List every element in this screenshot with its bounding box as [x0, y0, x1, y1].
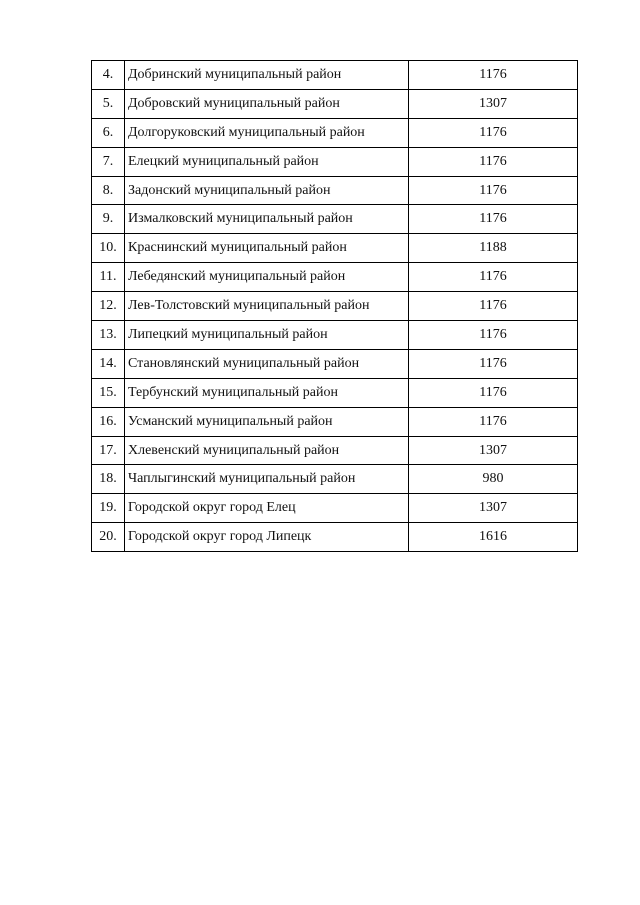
row-number: 15.	[92, 378, 125, 407]
district-value: 1176	[409, 61, 578, 90]
district-value: 1307	[409, 494, 578, 523]
district-value: 1176	[409, 407, 578, 436]
district-name: Городской округ город Елец	[125, 494, 409, 523]
table-row	[92, 61, 578, 90]
district-value: 1188	[409, 234, 578, 263]
table-row	[92, 292, 578, 321]
row-number: 16.	[92, 407, 125, 436]
table-row	[92, 378, 578, 407]
row-number: 7.	[92, 147, 125, 176]
district-name: Усманский муниципальный район	[125, 407, 409, 436]
row-number: 14.	[92, 349, 125, 378]
district-value: 980	[409, 465, 578, 494]
district-name: Добринский муниципальный район	[125, 61, 409, 90]
district-value: 1616	[409, 523, 578, 552]
district-value: 1176	[409, 321, 578, 350]
districts-table-body	[92, 61, 578, 552]
row-number: 17.	[92, 436, 125, 465]
district-name: Елецкий муниципальный район	[125, 147, 409, 176]
district-value: 1176	[409, 118, 578, 147]
districts-table	[91, 60, 578, 552]
table-row	[92, 465, 578, 494]
row-number: 9.	[92, 205, 125, 234]
district-value: 1176	[409, 205, 578, 234]
row-number: 18.	[92, 465, 125, 494]
table-row	[92, 407, 578, 436]
table-row	[92, 494, 578, 523]
row-number: 10.	[92, 234, 125, 263]
district-value: 1307	[409, 436, 578, 465]
district-value: 1176	[409, 378, 578, 407]
district-value: 1176	[409, 147, 578, 176]
district-name: Городской округ город Липецк	[125, 523, 409, 552]
district-value: 1176	[409, 176, 578, 205]
row-number: 6.	[92, 118, 125, 147]
district-name: Липецкий муниципальный район	[125, 321, 409, 350]
table-row	[92, 263, 578, 292]
table-row	[92, 523, 578, 552]
district-name: Краснинский муниципальный район	[125, 234, 409, 263]
row-number: 20.	[92, 523, 125, 552]
district-value: 1176	[409, 292, 578, 321]
district-name: Хлевенский муниципальный район	[125, 436, 409, 465]
table-row	[92, 234, 578, 263]
district-value: 1307	[409, 89, 578, 118]
district-name: Чаплыгинский муниципальный район	[125, 465, 409, 494]
district-name: Задонский муниципальный район	[125, 176, 409, 205]
district-name: Лебедянский муниципальный район	[125, 263, 409, 292]
district-name: Становлянский муниципальный район	[125, 349, 409, 378]
table-row	[92, 436, 578, 465]
table-row	[92, 176, 578, 205]
district-value: 1176	[409, 349, 578, 378]
table-row	[92, 349, 578, 378]
district-name: Тербунский муниципальный район	[125, 378, 409, 407]
table-row	[92, 321, 578, 350]
row-number: 5.	[92, 89, 125, 118]
table-row	[92, 118, 578, 147]
district-name: Измалковский муниципальный район	[125, 205, 409, 234]
district-name: Добровский муниципальный район	[125, 89, 409, 118]
district-name: Долгоруковский муниципальный район	[125, 118, 409, 147]
row-number: 12.	[92, 292, 125, 321]
table-row	[92, 147, 578, 176]
table-row	[92, 205, 578, 234]
row-number: 4.	[92, 61, 125, 90]
row-number: 19.	[92, 494, 125, 523]
row-number: 8.	[92, 176, 125, 205]
district-name: Лев-Толстовский муниципальный район	[125, 292, 409, 321]
row-number: 11.	[92, 263, 125, 292]
district-value: 1176	[409, 263, 578, 292]
table-row	[92, 89, 578, 118]
row-number: 13.	[92, 321, 125, 350]
